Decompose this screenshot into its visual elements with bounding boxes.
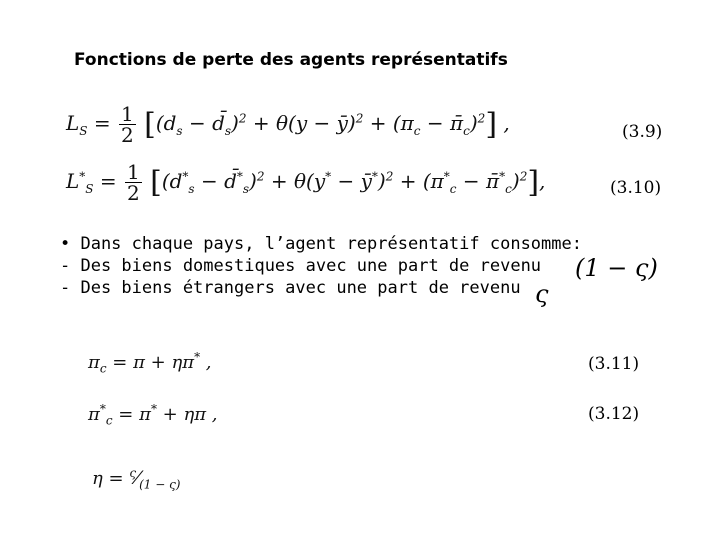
equation-number: (3.12) [588,404,640,424]
slide-title: Fonctions de perte des agents représentatifs [74,50,508,70]
equation-number: (3.11) [588,354,640,374]
list-item: - Des biens étrangers avec une part de revenu [60,278,521,298]
eta-definition: $\eta = ^\varsigma⁄_{(1 - \varsigma)}$ [92,466,181,492]
bullet-list [60,233,582,299]
equation-3-10: $L^*_S$ = $\frac{1}{2}$ [($d^*_s$ − $d̄^*_s)^2 + \theta(y^*$ − ȳ*)$^2$ + ($\pi^*_c$ − $\pī^*_c)^2$], [66,160,546,205]
list-item: • Dans chaque pays, l’agent représentatif consomme: [60,234,582,254]
fraction-half: $\frac{1}{2}$ [127,160,140,205]
equation-number: (3.10) [610,178,662,198]
equation-number: (3.9) [622,122,663,142]
equation-3-12: $\pi^*_c = \pi^* + \eta\pi$ , [88,402,218,428]
list-item: - Des biens domestiques avec une part de revenu [60,256,542,276]
equation-3-11: $\pi_c = \pi + \eta\pi^*$ , [88,350,212,376]
fraction-half: $\frac{1}{2}$ [121,102,134,147]
share-foreign-formula: ς [535,280,549,308]
equation-3-9: $L_S$ = $\frac{1}{2}$ [($d_s$ − $d̄_s)^2 + \theta(y$ − ȳ)$^2$ + ($\pi_c$ − $\pī_c)^2$] , [66,102,510,147]
share-domestic-formula: (1 − ς) [575,254,658,282]
